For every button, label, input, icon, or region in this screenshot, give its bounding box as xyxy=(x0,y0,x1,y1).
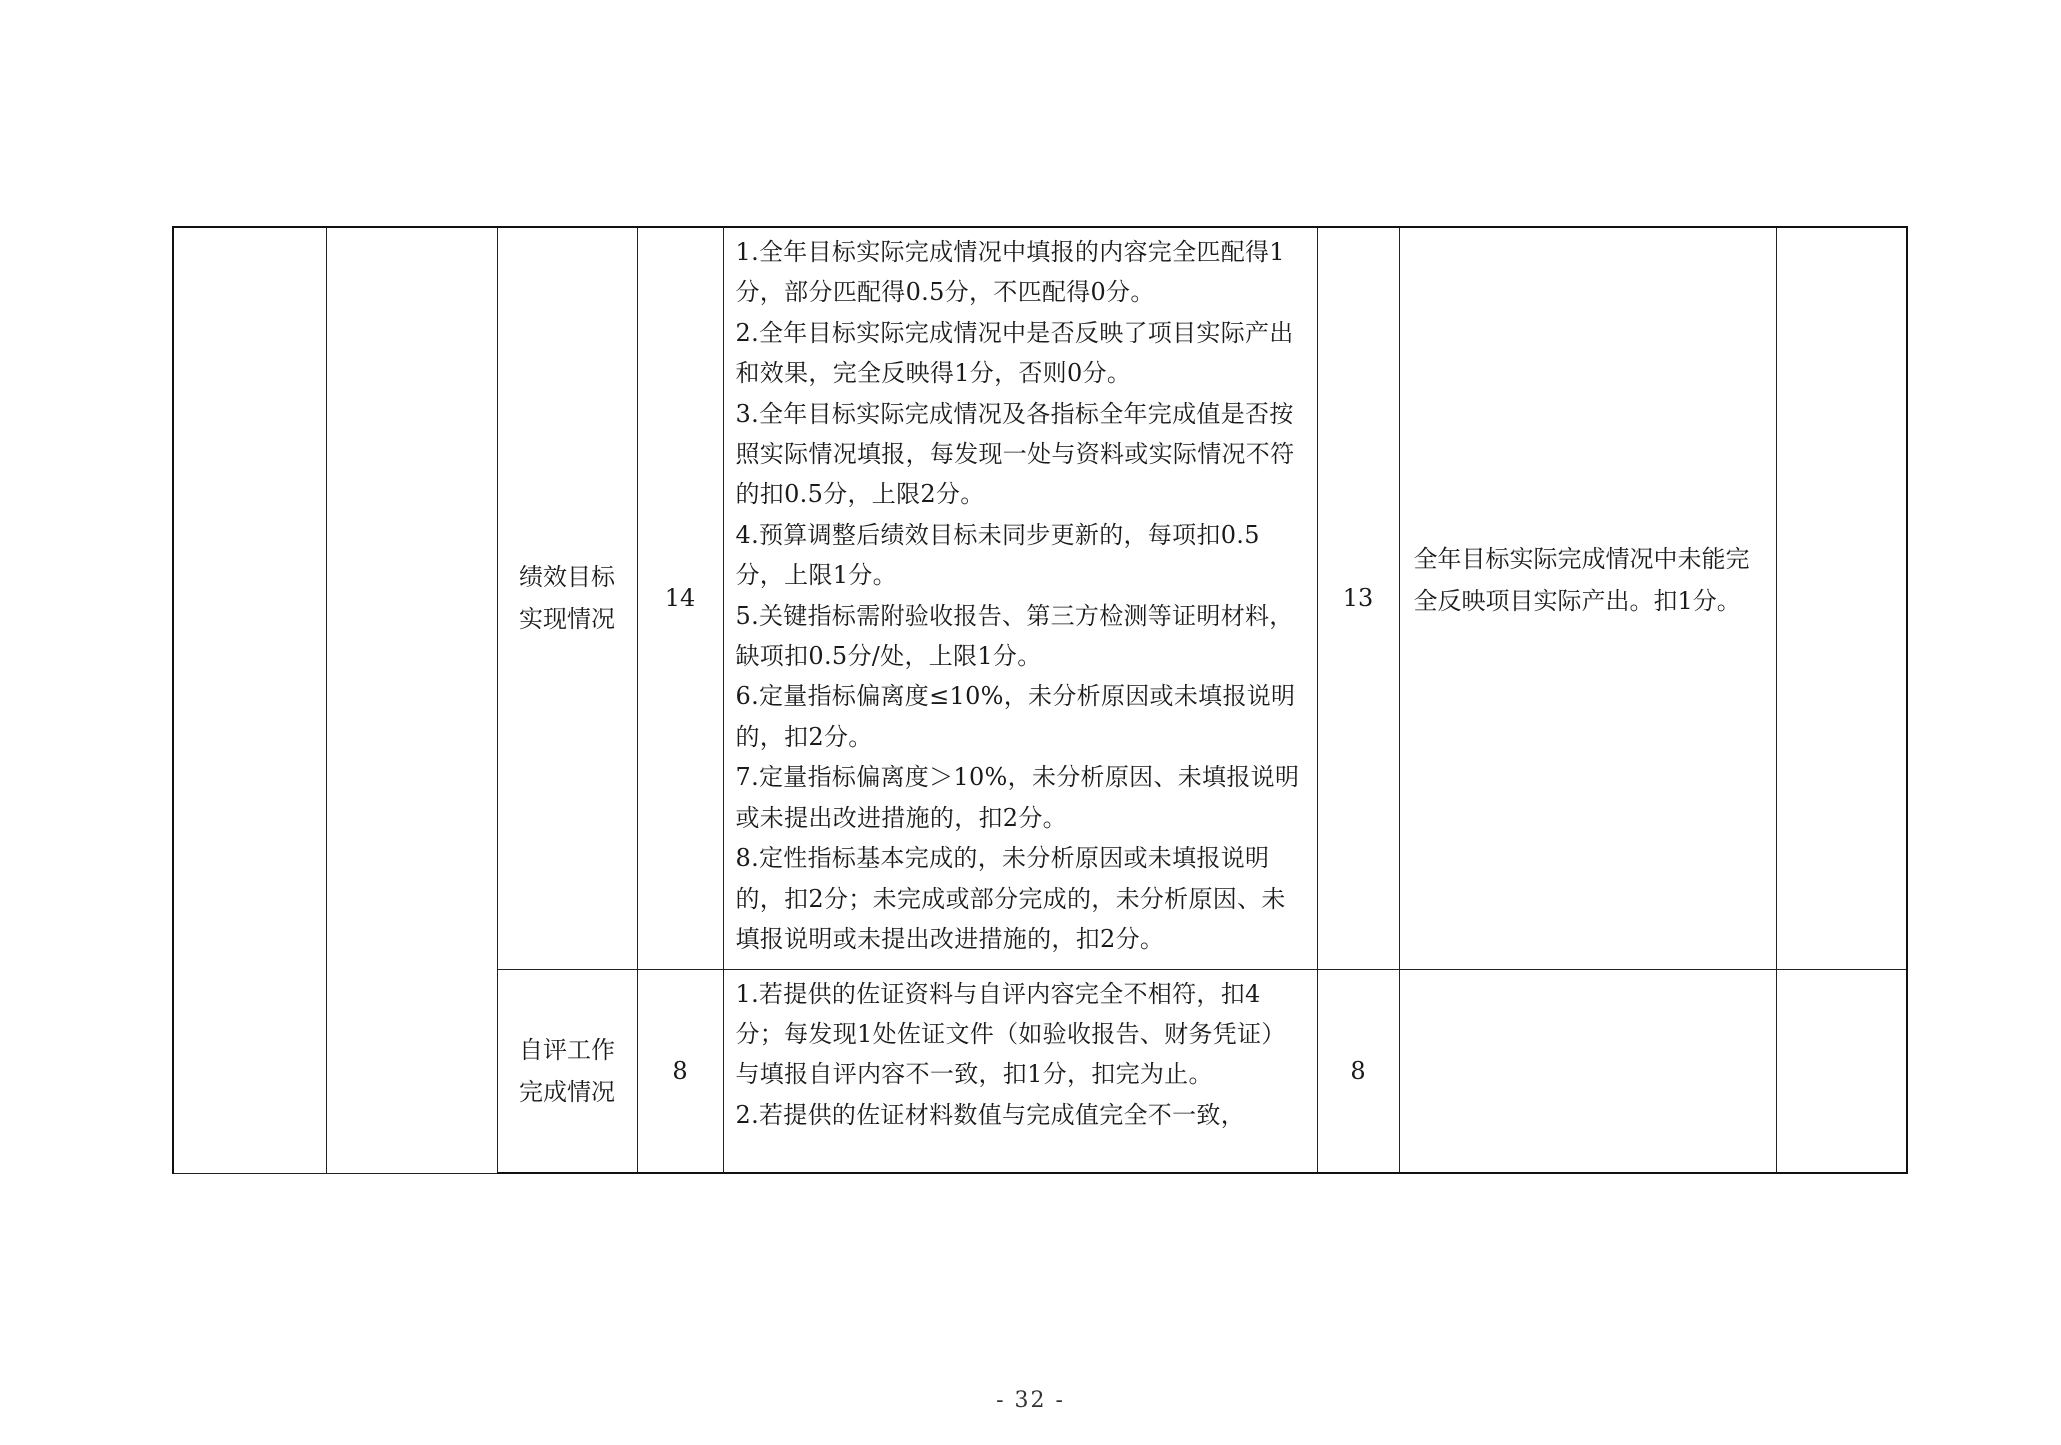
criterion: 4.预算调整后绩效目标未同步更新的，每项扣0.5分，上限1分。 xyxy=(735,520,1260,590)
category-cell xyxy=(173,227,326,1173)
item-name-line: 绩效目标 xyxy=(519,563,615,592)
criteria-cell xyxy=(723,227,1317,969)
item-name-cell xyxy=(497,227,637,969)
criterion: 1.全年目标实际完成情况中填报的内容完全匹配得1分，部分匹配得0.5分，不匹配得0分。 xyxy=(735,238,1285,307)
note-cell xyxy=(1776,227,1907,969)
evaluation-table xyxy=(172,226,1908,1174)
remark-cell: 全年目标实际完成情况中未能完全反映项目实际产出。扣1分。 xyxy=(1399,227,1776,969)
criterion: 2.全年目标实际完成情况中是否反映了项目实际产出和效果，完全反映得1分，否则0分。 xyxy=(735,318,1294,388)
table-row xyxy=(173,227,1907,969)
remark-cell xyxy=(1399,969,1776,1173)
criterion: 8.定性指标基本完成的，未分析原因或未填报说明的，扣2分；未完成或部分完成的，未分析原因、未填报说明或未提出改进措施的，扣2分。 xyxy=(735,844,1286,953)
criterion: 7.定量指标偏离度＞10%，未分析原因、未填报说明或未提出改进措施的，扣2分。 xyxy=(735,763,1300,832)
item-name-cell xyxy=(497,969,637,1173)
item-name-line: 实现情况 xyxy=(519,605,615,634)
score-cell: 13 xyxy=(1317,227,1399,969)
item-name-line: 自评工作 xyxy=(519,1035,615,1064)
criterion: 1.若提供的佐证资料与自评内容完全不相符，扣4分；每发现1处佐证文件（如验收报告、财务凭证）与填报自评内容不一致，扣1分，扣完为止。 xyxy=(735,979,1286,1089)
criterion: 2.若提供的佐证材料数值与完成值完全不一致， xyxy=(735,1100,1245,1129)
page-number: - 32 - xyxy=(996,1388,1065,1413)
criterion: 3.全年目标实际完成情况及各指标全年完成值是否按照实际情况填报，每发现一处与资料或实际情况不符的扣0.5分，上限2分。 xyxy=(735,399,1295,509)
criteria-cell xyxy=(723,969,1317,1173)
criterion: 5.关键指标需附验收报告、第三方检测等证明材料，缺项扣0.5分/处，上限1分。 xyxy=(735,601,1294,671)
item-name-line: 完成情况 xyxy=(519,1077,615,1106)
criterion: 6.定量指标偏离度≤10%，未分析原因或未填报说明的，扣2分。 xyxy=(735,682,1296,751)
score-cell: 8 xyxy=(1317,969,1399,1173)
note-cell xyxy=(1776,969,1907,1173)
full-score-cell: 8 xyxy=(637,969,723,1173)
subcategory-cell xyxy=(326,227,497,1173)
full-score-cell: 14 xyxy=(637,227,723,969)
